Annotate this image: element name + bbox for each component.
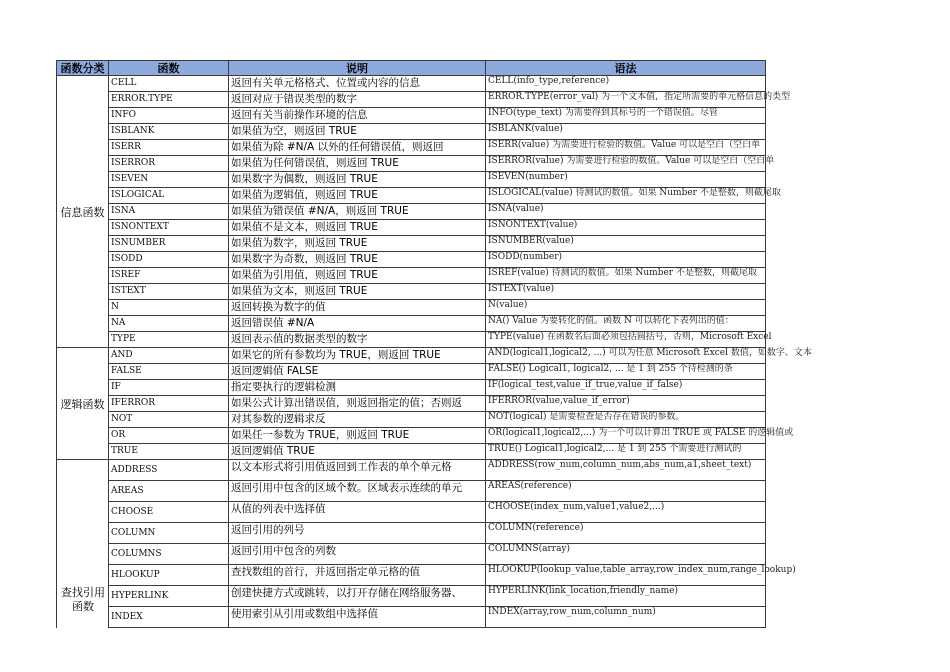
description-cell[interactable]: 如果值为逻辑值，则返回 TRUE [229,188,486,204]
table-row [57,236,766,252]
syntax-cell[interactable]: COLUMNS(array) [486,544,766,565]
table-row [57,380,766,396]
description-cell[interactable]: 返回对应于错误类型的数字 [229,92,486,108]
table-row [57,204,766,220]
function-cell[interactable]: INFO [109,108,229,124]
table-row [57,124,766,140]
table-row [57,428,766,444]
syntax-cell[interactable]: FALSE() Logical1, logical2, ... 是 1 到 255 个待检测的条 [486,364,766,380]
syntax-cell[interactable]: ADDRESS(row_num,column_num,abs_num,a1,sheet_text) [486,460,766,481]
function-cell[interactable]: ISERROR [109,156,229,172]
description-cell[interactable]: 返回错误值 #N/A [229,316,486,332]
description-cell[interactable]: 创建快捷方式或跳转，以打开存储在网络服务器、 [229,586,486,607]
function-cell[interactable]: AREAS [109,481,229,502]
table-row [57,348,766,364]
description-cell[interactable]: 如果值为错误值 #N/A，则返回 TRUE [229,204,486,220]
description-cell[interactable]: 返回转换为数字的值 [229,300,486,316]
function-cell[interactable]: ISODD [109,252,229,268]
description-cell[interactable]: 如果它的所有参数均为 TRUE，则返回 TRUE [229,348,486,364]
header-description[interactable]: 说明 [229,61,486,76]
table-row [57,220,766,236]
syntax-cell[interactable]: N(value) [486,300,766,316]
function-cell[interactable]: TYPE [109,332,229,348]
description-cell[interactable]: 返回引用中包含的列数 [229,544,486,565]
description-cell[interactable]: 查找数组的首行，并返回指定单元格的值 [229,565,486,586]
description-cell[interactable]: 返回表示值的数据类型的数字 [229,332,486,348]
table-row [57,544,766,565]
description-cell[interactable]: 如果数字为奇数，则返回 TRUE [229,252,486,268]
table-row [57,364,766,380]
function-cell[interactable]: ISREF [109,268,229,284]
description-cell[interactable]: 使用索引从引用或数组中选择值 [229,607,486,628]
description-cell[interactable]: 如果值不是文本，则返回 TRUE [229,220,486,236]
description-cell[interactable]: 如果值为任何错误值，则返回 TRUE [229,156,486,172]
header-syntax[interactable]: 语法 [486,61,766,76]
description-cell[interactable]: 指定要执行的逻辑检测 [229,380,486,396]
function-cell[interactable]: HLOOKUP [109,565,229,586]
function-cell[interactable]: HYPERLINK [109,586,229,607]
table-row [57,268,766,284]
syntax-cell[interactable]: ISREF(value) 待测试的数值。如果 Number 不是整数，则截尾取 [486,268,766,284]
table-row [57,412,766,428]
function-cell[interactable]: IFERROR [109,396,229,412]
function-cell[interactable]: ISERR [109,140,229,156]
description-cell[interactable]: 对其参数的逻辑求反 [229,412,486,428]
function-cell[interactable]: ISEVEN [109,172,229,188]
table-row [57,76,766,92]
function-cell[interactable]: ISNONTEXT [109,220,229,236]
function-cell[interactable]: ISTEXT [109,284,229,300]
description-cell[interactable]: 返回有关当前操作环境的信息 [229,108,486,124]
syntax-cell[interactable]: NA() Value 为要转化的值。函数 N 可以转化下表列出的值： [486,316,766,332]
syntax-cell[interactable]: TYPE(value) 在函数名后面必须包括圆括号，否则，Microsoft Excel [486,332,766,348]
syntax-cell[interactable]: ISBLANK(value) [486,124,766,140]
syntax-cell[interactable]: TRUE() Logical1,logical2,... 是 1 到 255 个需要进行测试的 [486,444,766,460]
function-table [56,60,812,628]
description-cell[interactable]: 如果值为引用值，则返回 TRUE [229,268,486,284]
function-cell[interactable]: ISNUMBER [109,236,229,252]
table-row [57,523,766,544]
syntax-cell[interactable]: AREAS(reference) [486,481,766,502]
category-cell-info[interactable]: 信息函数 [57,76,109,348]
table-row [57,172,766,188]
table-row [57,316,766,332]
syntax-cell[interactable]: COLUMN(reference) [486,523,766,544]
table-row [57,140,766,156]
description-cell[interactable]: 从值的列表中选择值 [229,502,486,523]
description-cell[interactable]: 如果数字为偶数，则返回 TRUE [229,172,486,188]
description-cell[interactable]: 返回逻辑值 FALSE [229,364,486,380]
function-cell[interactable]: TRUE [109,444,229,460]
table-row [57,607,766,628]
description-cell[interactable]: 如果值为除 #N/A 以外的任何错误值，则返回 [229,140,486,156]
header-function[interactable]: 函数 [109,61,229,76]
header-row [57,61,766,76]
function-cell[interactable]: NA [109,316,229,332]
function-cell[interactable]: CHOOSE [109,502,229,523]
function-cell[interactable]: ERROR.TYPE [109,92,229,108]
description-cell[interactable]: 返回引用中包含的区域个数。区域表示连续的单元 [229,481,486,502]
syntax-cell[interactable]: IF(logical_test,value_if_true,value_if_false) [486,380,766,396]
syntax-cell[interactable]: ERROR.TYPE(error_val) 为一个文本值，指定所需要的单元格信息的类型 [486,92,766,108]
description-cell[interactable]: 如果值为数字，则返回 TRUE [229,236,486,252]
function-cell[interactable]: ADDRESS [109,460,229,481]
table-row [57,284,766,300]
syntax-cell[interactable]: ISEVEN(number) [486,172,766,188]
description-cell[interactable]: 如果值为文本，则返回 TRUE [229,284,486,300]
function-cell[interactable]: OR [109,428,229,444]
function-cell[interactable]: NOT [109,412,229,428]
syntax-cell[interactable]: CELL(info_type,reference) [486,76,766,92]
function-cell[interactable]: COLUMNS [109,544,229,565]
description-cell[interactable]: 以文本形式将引用值返回到工作表的单个单元格 [229,460,486,481]
table-row [57,300,766,316]
function-cell[interactable]: FALSE [109,364,229,380]
category-cell-logic[interactable]: 逻辑函数 [57,348,109,460]
syntax-cell[interactable]: ISLOGICAL(value) 待测试的数值。如果 Number 不是整数，则截尾取 [486,188,766,204]
table-row [57,565,766,586]
syntax-cell[interactable]: INFO(type_text) 为需要得到其标号的一个错误值。尽管 [486,108,766,124]
syntax-cell[interactable]: ISODD(number) [486,252,766,268]
description-cell[interactable]: 如果值为空，则返回 TRUE [229,124,486,140]
description-cell[interactable]: 如果任一参数为 TRUE，则返回 TRUE [229,428,486,444]
function-cell[interactable]: INDEX [109,607,229,628]
syntax-cell[interactable]: HLOOKUP(lookup_value,table_array,row_index_num,range_lookup) [486,565,766,586]
table-row [57,481,766,502]
table-row [57,396,766,412]
header-category[interactable]: 函数分类 [57,61,109,76]
table-row [57,108,766,124]
table-row [57,156,766,172]
syntax-cell[interactable]: ISNONTEXT(value) [486,220,766,236]
syntax-cell[interactable]: NOT(logical) 是需要检查是否存在错误的参数。 [486,412,766,428]
syntax-cell[interactable]: AND(logical1,logical2, ...) 可以为任意 Microsoft Excel 数值，如数字、文本 [486,348,766,364]
syntax-cell[interactable]: ISNA(value) [486,204,766,220]
syntax-cell[interactable]: ISNUMBER(value) [486,236,766,252]
function-cell[interactable]: ISBLANK [109,124,229,140]
function-cell[interactable]: CELL [109,76,229,92]
description-cell[interactable]: 返回引用的列号 [229,523,486,544]
syntax-cell[interactable]: ISERR(value) 为需要进行检验的数值。Value 可以是空白（空白单 [486,140,766,156]
syntax-cell[interactable]: IFERROR(value,value_if_error) [486,396,766,412]
table-row [57,586,766,607]
function-cell[interactable]: N [109,300,229,316]
syntax-cell[interactable]: ISTEXT(value) [486,284,766,300]
function-cell[interactable]: ISNA [109,204,229,220]
table-row [57,502,766,523]
table-row [57,188,766,204]
function-cell[interactable]: COLUMN [109,523,229,544]
description-cell[interactable]: 如果公式计算出错误值，则返回指定的值；否则返 [229,396,486,412]
function-cell[interactable]: ISLOGICAL [109,188,229,204]
function-cell[interactable]: AND [109,348,229,364]
syntax-cell[interactable]: INDEX(array,row_num,column_num) [486,607,766,628]
syntax-cell[interactable]: ISERROR(value) 为需要进行检验的数值。Value 可以是空白（空白单 [486,156,766,172]
table-row [57,444,766,460]
function-cell[interactable]: IF [109,380,229,396]
description-cell[interactable]: 返回有关单元格格式、位置或内容的信息 [229,76,486,92]
syntax-cell[interactable]: OR(logical1,logical2,...) 为一个可以计算出 TRUE 或 FALSE 的逻辑值或 [486,428,766,444]
table-row [57,252,766,268]
category-lookup-label[interactable]: 查找引用函数 [61,586,105,613]
syntax-cell[interactable]: CHOOSE(index_num,value1,value2,...) [486,502,766,523]
table-row [57,332,766,348]
table-row [57,92,766,108]
table-row [57,460,766,481]
description-cell[interactable]: 返回逻辑值 TRUE [229,444,486,460]
syntax-cell[interactable]: HYPERLINK(link_location,friendly_name) [486,586,766,607]
